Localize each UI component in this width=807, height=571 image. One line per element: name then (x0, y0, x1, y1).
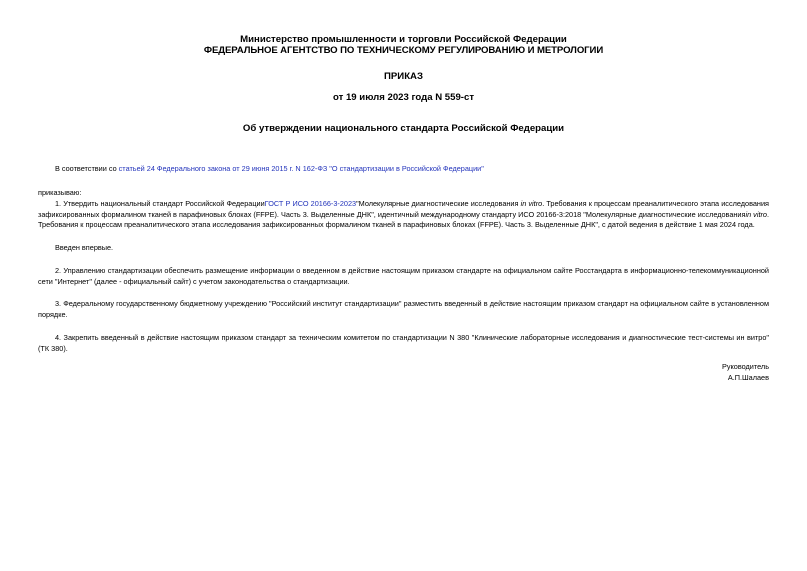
item1-text-b: . Требования к процессам преаналитического этапа исследования зафиксированных формалином тканей в парафиновых блоках (FFPE). Часть 3. Выделенные ДНК", идентичный международному стандарту ИСО 20166-3:2018 "Молекулярные диагностические исследования (38, 199, 769, 219)
federal-law-link[interactable]: статьей 24 Федерального закона от 29 июня 2015 г. N 162-ФЗ "О стандартизации в Российской Федерации" (118, 164, 484, 173)
order-item-2: 2. Управлению стандартизации обеспечить размещение информации о введенном в действие настоящим приказом стандарте на официальном сайте Росстандарта в информационно-телекоммуникационной сети "Интернет" (далее - официальный сайт) с учетом законодательства о стандартизации. (38, 266, 769, 286)
order-item-4: 4. Закрепить введенный в действие настоящим приказом стандарт за техническим комитетом по стандартизации N 380 "Клинические лабораторные исследования и диагностические тест-системы ин витро" (ТК 380). (38, 333, 769, 353)
order-body (38, 164, 769, 354)
order-date: от 19 июля 2023 года N 559-ст (332, 92, 475, 103)
order-subject: Об утверждении национального стандарта Российской Федерации (242, 123, 565, 134)
document-header (38, 34, 769, 56)
signatory-role: Руководитель (721, 362, 769, 371)
order-title: ПРИКАЗ (384, 71, 423, 82)
order-item-1 (38, 199, 769, 231)
item1-text-c: . Требования к процессам преаналитического этапа исследования зафиксированных формалином тканей в парафиновых блоках (FFPE). Часть 3. Выделенные ДНК", с датой ведения в действие 1 мая 2024 года. (38, 209, 769, 229)
item1-italic-b: in vitro (745, 209, 767, 219)
legal-basis-paragraph (38, 164, 769, 175)
item1-prefix: 1. Утвердить национальный стандарт Российской Федерации (55, 199, 265, 208)
signature-block (722, 361, 769, 383)
ministry-name: Министерство промышленности и торговли Российской Федерации (240, 34, 567, 45)
legal-basis-prefix: В соответствии со (55, 164, 119, 173)
signatory-name: А.П.Шалаев (727, 373, 769, 382)
introduced-first-time: Введен впервые. (55, 242, 114, 252)
item1-text-a: "Молекулярные диагностические исследования (356, 199, 521, 208)
item1-italic-a: in vitro (520, 199, 543, 208)
order-word: приказываю: (38, 187, 82, 197)
standard-link[interactable]: ГОСТ Р ИСО 20166-3-2023 (264, 199, 357, 208)
order-item-3: 3. Федеральному государственному бюджетному учреждению "Российский институт стандартизации" разместить введенный в действие настоящим приказом стандарт на официальном сайте в установленном порядке. (38, 299, 769, 319)
agency-name: ФЕДЕРАЛЬНОЕ АГЕНТСТВО ПО ТЕХНИЧЕСКОМУ РЕГУЛИРОВАНИЮ И МЕТРОЛОГИИ (203, 45, 604, 56)
